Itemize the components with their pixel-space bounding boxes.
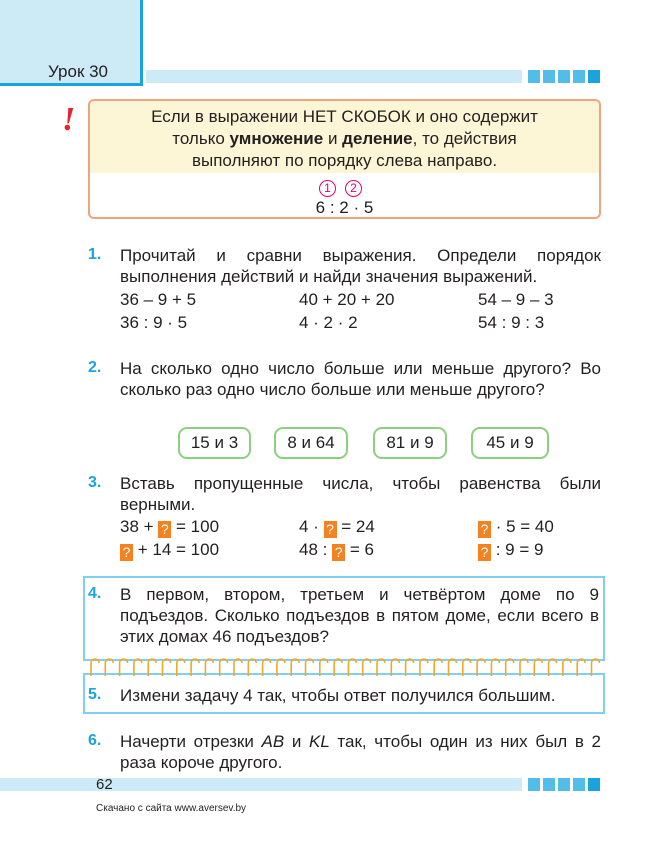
number-pair: 45 и 9 [471,427,549,459]
number-pair: 81 и 9 [373,427,447,459]
task-5-text: Измени задачу 4 так, чтобы ответ получился большим. [120,686,556,705]
expression: 36 – 9 + 5 [120,290,197,309]
equation: ? + 14 = 100 [120,540,219,561]
missing-number-box: ? [332,544,345,561]
rule-box [88,99,601,219]
expression: 54 – 9 – 3 [478,290,554,309]
number-pair: 8 и 64 [274,427,348,459]
missing-number-box: ? [158,521,171,538]
task-1-number: 1. [88,246,102,263]
equation: ? · 5 = 40 [478,517,554,538]
notebook-spiral [83,656,605,678]
task-3-number: 3. [88,474,102,491]
equation: 4 · ? = 24 [299,517,375,537]
task-5-number: 5. [88,686,102,703]
page-number: 62 [96,776,113,793]
missing-number-box: ? [120,544,133,561]
task-4-text: В первом, втором, третьем и четвёртом доме по 9 подъездов. Сколько подъездов в пятом доме, если всего в этих домах 46 подъездов? [120,585,599,646]
missing-number-box: ? [478,521,491,538]
expression: 4 · 2 · 2 [299,313,358,332]
task-6-number: 6. [88,732,102,749]
expression: 40 + 20 + 20 [299,290,395,309]
number-pair: 15 и 3 [178,427,251,459]
lesson-title: Урок 30 [48,62,109,81]
equation: 38 + ? = 100 [120,517,220,537]
exclamation-icon: ! [62,101,76,138]
header-bar [146,70,522,83]
task-4-number: 4. [88,585,102,602]
expression: 54 : 9 : 3 [478,313,545,332]
equation: 48 : ? = 6 [299,540,374,560]
expression: 36 : 9 · 5 [120,313,188,332]
task-1-text: Прочитай и сравни выражения. Определи порядок выполнения действий и найди значения выражений. [120,246,601,286]
rule-text: Если в выражении НЕТ СКОБОК и оно содержит только умножение и деление, то действия выполняют по порядку слева направо. [151,107,538,170]
header-squares [528,70,603,83]
download-credit: Скачано с сайта www.aversev.by [96,803,247,814]
step-2-circle: 2 [345,180,362,197]
task-3-text: Вставь пропущенные числа, чтобы равенства были верными. [120,474,601,514]
task-6-text: Начерти отрезки AB и KL так, чтобы один из них был в 2 раза короче другого. [120,732,601,772]
footer-bar [0,778,522,791]
rule-example: 6 : 2 · 5 [315,198,374,217]
task-2-number: 2. [88,359,102,376]
footer-squares [528,778,603,791]
step-1-circle: 1 [319,180,336,197]
missing-number-box: ? [324,521,337,538]
task-2-text: На сколько одно число больше или меньше другого? Во сколько раз одно число больше или меньше другого? [120,359,601,399]
missing-number-box: ? [478,544,491,561]
equation: ? : 9 = 9 [478,540,543,561]
